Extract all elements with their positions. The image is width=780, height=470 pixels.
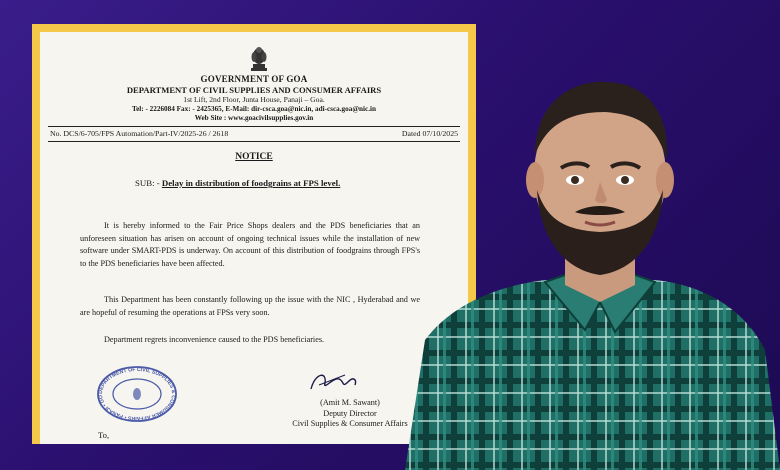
reference-number: No. DCS/6-705/FPS Automation/Part-IV/2025-26 / 2618 (50, 129, 229, 138)
subject-text: Delay in distribution of foodgrains at FPS level. (161, 178, 341, 188)
department-address: 1st Lift, 2nd Floor, Junta House, Panaji – Goa. (183, 95, 325, 104)
government-heading: GOVERNMENT OF GOA (200, 74, 308, 84)
to-line: To, (98, 430, 110, 440)
signatory-name: (Amit M. Sawant) (320, 398, 380, 407)
signatory-title: Deputy Director (323, 408, 377, 418)
contact-line: Tel: - 2226084 Fax: - 2425365, E-Mail: dir-csca.goa@nic.in, adi-csca.goa@nic.in (131, 105, 377, 113)
notice-paragraph-3: Department regrets inconvenience caused to the PDS beneficiaries. (104, 335, 325, 344)
website-line: Web Site : www.goacivilsupplies.gov.in (194, 114, 314, 122)
department-heading: DEPARTMENT OF CIVIL SUPPLIES AND CONSUMER AFFAIRS (126, 85, 382, 95)
notice-title: NOTICE (235, 152, 273, 162)
notice-paragraph-2: This Department has been constantly following up the issue with the NIC , Hyderabad and we are hopeful of resuming the operations at FPSs very soon. (80, 295, 420, 317)
subject-prefix: SUB: - (135, 178, 160, 188)
stamp-text: DEPARTMENT OF CIVIL SUPPLIES & CONSUMER AFFAIRS • PANAJI • GO (97, 366, 177, 422)
person-photo (395, 70, 780, 470)
notice-paragraph-1: It is hereby informed to the Fair Price Shops dealers and the PDS beneficiaries that an unforeseen situation has arisen on account of ongoing technical issues while the installation of new software under SMART-PDS is underway. On account of this distribution of foodgrains through FPS's to the PDS beneficiaries have been affected. (80, 221, 420, 268)
handwritten-signature (305, 367, 361, 397)
signatory-department: Civil Supplies & Consumer Affairs (292, 419, 408, 428)
subject-line (135, 178, 340, 188)
date-line: Dated 07/10/2025 (401, 129, 458, 138)
ashoka-emblem-icon (248, 44, 270, 72)
official-stamp (96, 364, 178, 424)
